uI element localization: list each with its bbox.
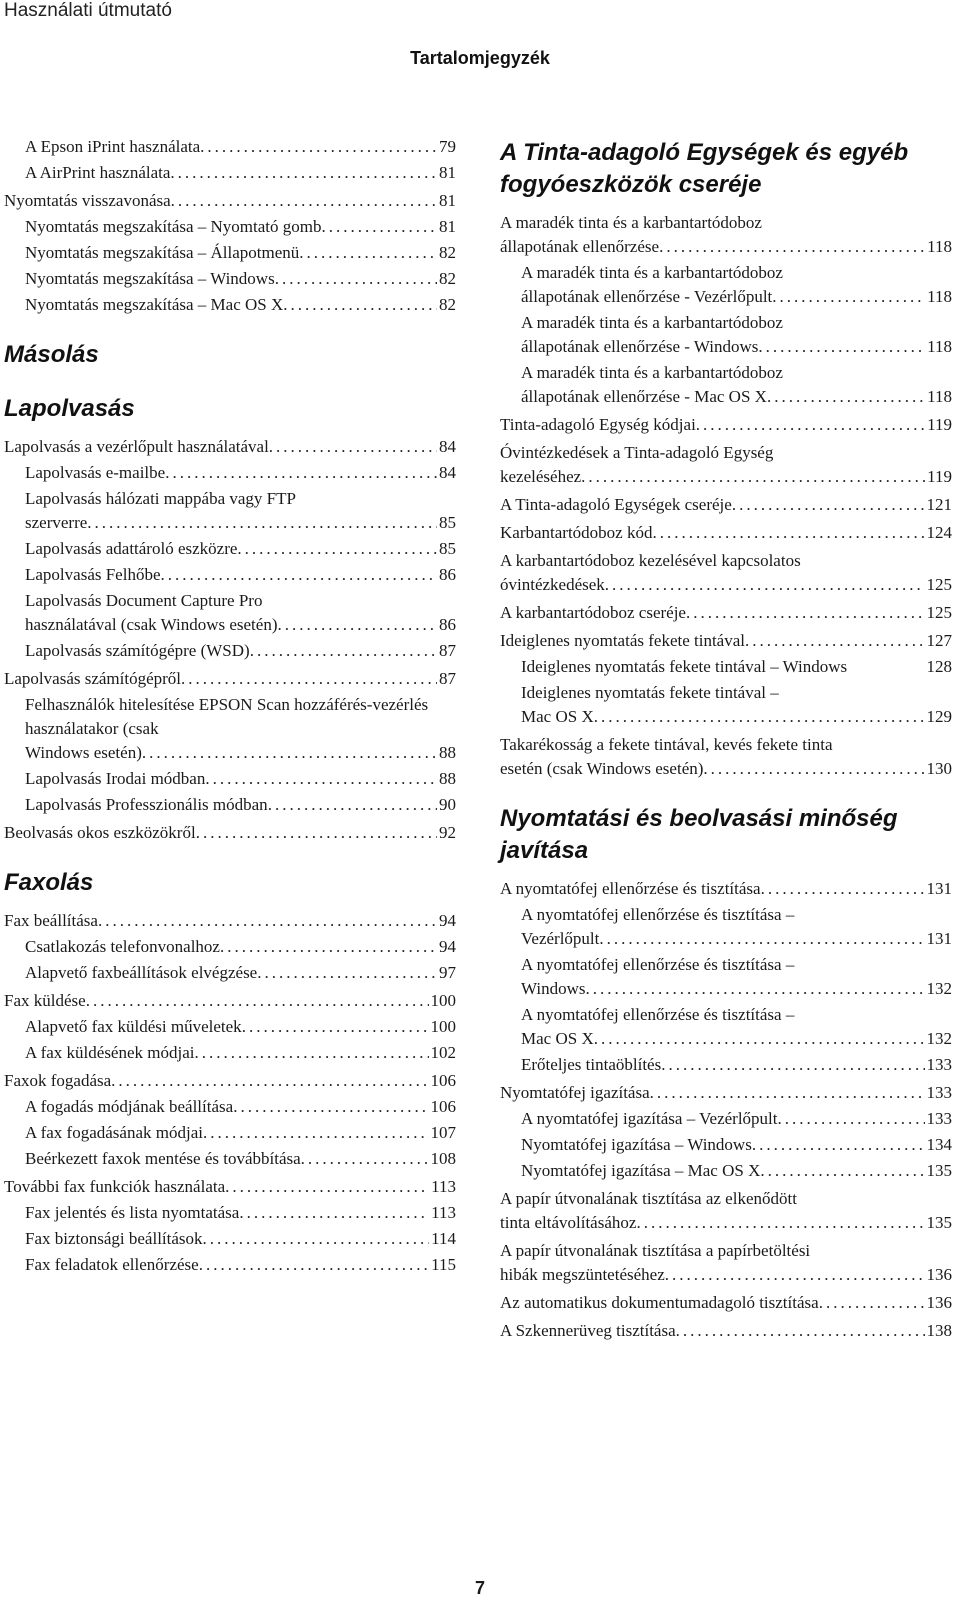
toc-entry[interactable]: [4, 241, 456, 265]
toc-page-number: 133: [926, 1055, 952, 1074]
toc-entry-title: Nyomtatófej igazítása – Windows: [521, 1135, 752, 1154]
dot-leader: [761, 877, 925, 901]
toc-entry[interactable]: [4, 1253, 456, 1277]
toc-page-number: 94: [439, 937, 456, 956]
dot-leader: [581, 465, 925, 489]
toc-page-number: 82: [439, 269, 456, 288]
toc-entry-title: Lapolvasás Felhőbe: [25, 565, 161, 584]
dot-leader: [237, 537, 437, 561]
toc-entry-title: Ideiglenes nyomtatás fekete tintával: [500, 631, 745, 650]
toc-page-number: 85: [439, 539, 456, 558]
toc-entry[interactable]: [4, 293, 456, 317]
toc-page-number: 113: [431, 1177, 456, 1196]
toc-page-number: 88: [439, 769, 456, 788]
dot-leader: [278, 613, 438, 637]
toc-entry-title: állapotának ellenőrzése - Vezérlőpult: [521, 287, 773, 306]
toc-page-number: 86: [439, 615, 456, 634]
toc-entry[interactable]: [500, 733, 952, 781]
toc-entry-title: szerverre: [25, 513, 88, 532]
toc-page-number: 132: [926, 1029, 952, 1048]
toc-entry[interactable]: [500, 413, 952, 437]
toc-entry-title: Nyomtatás megszakítása – Mac OS X: [25, 295, 284, 314]
toc-entry-title: A karbantartódoboz cseréje: [500, 603, 686, 622]
toc-page-number: 84: [439, 437, 456, 456]
toc-entry[interactable]: [4, 667, 456, 691]
dot-leader: [86, 989, 429, 1013]
toc-entry-title: Nyomtatás megszakítása – Állapotmenü: [25, 243, 300, 262]
dot-leader: [599, 927, 924, 951]
toc-entry-title: Mac OS X: [521, 1029, 594, 1048]
toc-page-number: 85: [439, 513, 456, 532]
toc-entry-title: Vezérlőpult: [521, 929, 600, 948]
toc-page-number: 132: [926, 979, 952, 998]
toc-entry-title: Faxok fogadása: [4, 1071, 112, 1090]
toc-entry-title: kezeléséhez: [500, 467, 582, 486]
toc-entry[interactable]: [4, 267, 456, 291]
toc-entry-title: Beérkezett faxok mentése és továbbítása: [25, 1149, 301, 1168]
toc-page-number: 125: [926, 603, 952, 622]
toc-entry-title-line: A maradék tinta és a karbantartódoboz: [521, 263, 783, 282]
toc-page-number: 115: [431, 1255, 456, 1274]
toc-entry-title: Fax jelentés és lista nyomtatása: [25, 1203, 240, 1222]
toc-entry[interactable]: [4, 189, 456, 213]
toc-entry[interactable]: [4, 639, 456, 663]
toc-page-number: 118: [927, 387, 952, 406]
section-heading-faxolas: Faxolás: [4, 869, 94, 896]
dot-leader: [676, 1319, 925, 1343]
toc-entry-title: Nyomtatófej igazítása: [500, 1083, 650, 1102]
toc-entry[interactable]: [500, 629, 952, 653]
toc-page-number: 100: [430, 991, 456, 1010]
toc-entry-title: Fax biztonsági beállítások: [25, 1229, 203, 1248]
toc-entry-title: Nyomtatás megszakítása – Nyomtató gomb: [25, 217, 322, 236]
toc-entry[interactable]: [4, 961, 456, 985]
toc-page-number: 107: [430, 1123, 456, 1142]
toc-entry[interactable]: [4, 1201, 456, 1225]
dot-leader: [268, 793, 437, 817]
toc-page-number: 102: [430, 1043, 456, 1062]
toc-page-number: 121: [926, 495, 952, 514]
toc-entry[interactable]: [500, 1239, 952, 1287]
toc-entry-title: óvintézkedések: [500, 575, 605, 594]
dot-leader: [767, 385, 925, 409]
toc-entry-title: Ideiglenes nyomtatás fekete tintával – Windows: [521, 657, 848, 676]
toc-page-number: 125: [926, 575, 952, 594]
toc-entry[interactable]: [4, 793, 456, 817]
dot-leader: [98, 909, 437, 933]
dot-leader: [269, 435, 437, 459]
toc-entry-title-line: A nyomtatófej ellenőrzése és tisztítása –: [521, 1005, 795, 1024]
toc-entry-title: Lapolvasás e-mailbe: [25, 463, 166, 482]
toc-left-column: [4, 137, 456, 1281]
toc-entry-title: állapotának ellenőrzése - Mac OS X: [521, 387, 767, 406]
toc-entry[interactable]: [4, 589, 456, 637]
toc-page-number: 113: [431, 1203, 456, 1222]
toc-page-number: 106: [430, 1071, 456, 1090]
toc-entry-title: hibák megszüntetéséhez: [500, 1265, 665, 1284]
toc-entry[interactable]: [500, 1159, 952, 1183]
toc-entry[interactable]: [4, 1175, 456, 1199]
toc-page-number: 127: [926, 631, 952, 650]
toc-page-number: 81: [439, 163, 456, 182]
toc-entry[interactable]: [500, 1053, 952, 1077]
toc-page-number: 118: [927, 337, 952, 356]
toc-page-number: 88: [439, 743, 456, 762]
toc-entry-title-line: Felhasználók hitelesítése EPSON Scan hozzáférés-vezérlés használatakor (csak: [25, 695, 429, 738]
toc-entry[interactable]: [500, 1133, 952, 1157]
toc-entry-title: Lapolvasás Professzionális módban: [25, 795, 268, 814]
section-heading-nyomtatasi-es-beolvasasi-minoseg-javitasa: Nyomtatási és beolvasási minőség javítása: [500, 805, 898, 864]
toc-page-number: 82: [439, 243, 456, 262]
dot-leader: [752, 1133, 925, 1157]
toc-entry-title: A nyomtatófej igazítása – Vezérlőpult: [521, 1109, 778, 1128]
toc-entry[interactable]: [4, 821, 456, 845]
page-number: 7: [474, 1578, 485, 1598]
toc-entry-title-line: Takarékosság a fekete tintával, kevés fekete tinta: [500, 735, 833, 754]
toc-entry[interactable]: [500, 311, 952, 359]
section-heading-masolas: Másolás: [4, 341, 99, 368]
toc-entry-title: Lapolvasás adattároló eszközre: [25, 539, 238, 558]
toc-entry-title: esetén (csak Windows esetén): [500, 759, 704, 778]
toc-entry-title: Lapolvasás számítógépről: [4, 669, 182, 688]
toc-page-number: 82: [439, 295, 456, 314]
toc-entry-title-line: Ideiglenes nyomtatás fekete tintával –: [521, 683, 779, 702]
dot-leader: [170, 161, 437, 185]
dot-leader: [242, 1015, 429, 1039]
toc-entry-title: Karbantartódoboz kód: [500, 523, 653, 542]
dot-leader: [772, 285, 925, 309]
toc-entry-title-line: A nyomtatófej ellenőrzése és tisztítása –: [521, 905, 795, 924]
toc-entry-title: Alapvető faxbeállítások elvégzése: [25, 963, 258, 982]
dot-leader: [283, 293, 437, 317]
toc-entry-title: Fax beállítása: [4, 911, 98, 930]
toc-entry[interactable]: [4, 487, 456, 535]
dot-leader: [703, 757, 924, 781]
toc-entry-title: Lapolvasás Irodai módban: [25, 769, 206, 788]
toc-entry[interactable]: [4, 1069, 456, 1093]
toc-entry[interactable]: [4, 135, 456, 159]
toc-entry[interactable]: [4, 1015, 456, 1039]
toc-page-number: 118: [927, 237, 952, 256]
toc-right-column: [500, 137, 952, 1347]
toc-page-number: 135: [926, 1161, 952, 1180]
dot-leader: [203, 1121, 429, 1145]
toc-page-number: 136: [926, 1265, 952, 1284]
toc-entry[interactable]: [4, 1041, 456, 1065]
toc-entry[interactable]: [500, 601, 952, 625]
toc-entry-title: Beolvasás okos eszközökről: [4, 823, 196, 842]
toc-entry-title: Lapolvasás számítógépre (WSD): [25, 641, 250, 660]
toc-entry-title: Nyomtatófej igazítása – Mac OS X: [521, 1161, 761, 1180]
toc-page-number: 118: [927, 287, 952, 306]
section-heading-lapolvasas: Lapolvasás: [4, 395, 135, 422]
toc-entry-title: Fax küldése: [4, 991, 86, 1010]
dot-leader: [239, 1201, 429, 1225]
toc-entry-title: állapotának ellenőrzése - Windows: [521, 337, 759, 356]
dot-leader: [196, 821, 437, 845]
toc-page-number: 119: [927, 415, 952, 434]
toc-entry[interactable]: [500, 493, 952, 517]
toc-entry[interactable]: [4, 1227, 456, 1251]
toc-entry[interactable]: [500, 549, 952, 597]
toc-entry[interactable]: [500, 655, 952, 679]
toc-entry[interactable]: [4, 767, 456, 791]
toc-page-number: 135: [926, 1213, 952, 1232]
toc-page-number: 87: [439, 669, 456, 688]
toc-entry-title-line: Óvintézkedések a Tinta-adagoló Egység: [500, 443, 774, 462]
dot-leader: [659, 235, 925, 259]
toc-entry-title: állapotának ellenőrzése: [500, 237, 660, 256]
toc-page-number: 90: [439, 795, 456, 814]
toc-entry-title: Mac OS X: [521, 707, 594, 726]
toc-entry-title: A Szkennerüveg tisztítása: [500, 1321, 676, 1340]
dot-leader: [322, 215, 438, 239]
dot-leader: [585, 977, 924, 1001]
toc-entry[interactable]: [4, 1147, 456, 1171]
dot-leader: [250, 639, 437, 663]
toc-page-number: 100: [430, 1017, 456, 1036]
dot-leader: [758, 335, 925, 359]
dot-leader: [661, 1053, 924, 1077]
dot-leader: [257, 961, 437, 985]
toc-entry-title: Tinta-adagoló Egység kódjai: [500, 415, 696, 434]
toc-entry[interactable]: [4, 563, 456, 587]
dot-leader: [745, 629, 925, 653]
toc-page-number: 128: [926, 657, 952, 676]
dot-leader: [605, 573, 925, 597]
dot-leader: [301, 1147, 429, 1171]
dot-leader: [142, 741, 437, 765]
toc-page-number: 86: [439, 565, 456, 584]
dot-leader: [161, 563, 438, 587]
toc-page-number: 138: [926, 1321, 952, 1340]
toc-entry[interactable]: [500, 681, 952, 729]
toc-entry[interactable]: [500, 1291, 952, 1315]
toc-entry-title-line: A maradék tinta és a karbantartódoboz: [521, 363, 783, 382]
toc-entry[interactable]: [500, 1107, 952, 1131]
toc-entry-title: tinta eltávolításához: [500, 1213, 637, 1232]
toc-entry-title: A nyomtatófej ellenőrzése és tisztítása: [500, 879, 761, 898]
toc-page-number: 114: [431, 1229, 456, 1248]
toc-entry-title: A AirPrint használata: [25, 163, 171, 182]
toc-entry[interactable]: [4, 989, 456, 1013]
toc-entry-title: Windows esetén): [25, 743, 142, 762]
toc-entry-title: A fogadás módjának beállítása: [25, 1097, 234, 1116]
toc-entry[interactable]: [500, 211, 952, 259]
toc-entry-title-line: A papír útvonalának tisztítása az elkenődött: [500, 1189, 797, 1208]
toc-entry-title: A Epson iPrint használata: [25, 137, 201, 156]
dot-leader: [636, 1211, 924, 1235]
dot-leader: [732, 493, 925, 517]
toc-entry[interactable]: [500, 521, 952, 545]
toc-entry[interactable]: [4, 161, 456, 185]
toc-entry-title: Alapvető fax küldési műveletek: [25, 1017, 242, 1036]
dot-leader: [220, 935, 437, 959]
toc-entry-title-line: Lapolvasás hálózati mappába vagy FTP: [25, 489, 296, 508]
toc-page-number: 136: [926, 1293, 952, 1312]
toc-entry[interactable]: [4, 909, 456, 933]
toc-entry[interactable]: [4, 693, 456, 765]
dot-leader: [203, 1227, 430, 1251]
dot-leader: [205, 767, 437, 791]
dot-leader: [171, 189, 437, 213]
toc-entry-title: Erőteljes tintaöblítés: [521, 1055, 662, 1074]
toc-page-number: 131: [926, 879, 952, 898]
toc-entry-title-line: A nyomtatófej ellenőrzése és tisztítása –: [521, 955, 795, 974]
document-name: Használati útmutató: [4, 0, 172, 21]
toc-entry[interactable]: [500, 361, 952, 409]
toc-entry[interactable]: [4, 435, 456, 459]
toc-page-number: 124: [926, 523, 952, 542]
toc-entry-title: Nyomtatás megszakítása – Windows: [25, 269, 275, 288]
toc-entry[interactable]: [4, 537, 456, 561]
toc-page-number: 106: [430, 1097, 456, 1116]
toc-entry-title-line: A papír útvonalának tisztítása a papírbetöltési: [500, 1241, 811, 1260]
toc-entry-title: További fax funkciók használata: [4, 1177, 226, 1196]
toc-entry[interactable]: [500, 1081, 952, 1105]
toc-entry[interactable]: [500, 441, 952, 489]
dot-leader: [594, 705, 925, 729]
dot-leader: [760, 1159, 924, 1183]
dot-leader: [778, 1107, 925, 1131]
dot-leader: [665, 1263, 925, 1287]
toc-entry-title: Windows: [521, 979, 586, 998]
toc-page-number: 108: [430, 1149, 456, 1168]
toc-entry-title: Csatlakozás telefonvonalhoz: [25, 937, 220, 956]
dot-leader: [594, 1027, 925, 1051]
toc-entry[interactable]: [4, 1121, 456, 1145]
toc-entry-title: A fax fogadásának módjai: [25, 1123, 203, 1142]
toc-entry[interactable]: [500, 877, 952, 901]
toc-entry[interactable]: [500, 1003, 952, 1051]
toc-entry-title: Nyomtatás visszavonása: [4, 191, 171, 210]
toc-entry[interactable]: [4, 935, 456, 959]
dot-leader: [650, 1081, 925, 1105]
dot-leader: [87, 511, 437, 535]
toc-entry[interactable]: [500, 903, 952, 951]
toc-page-number: 131: [926, 929, 952, 948]
toc-entry[interactable]: [4, 215, 456, 239]
toc-page-number: 134: [926, 1135, 952, 1154]
section-heading-a-tinta-adagolo-egysegek-es-egyeb-fogyoeszkozok-csereje: A Tinta-adagoló Egységek és egyéb fogyóeszközök cseréje: [500, 139, 909, 198]
toc-entry-title: Lapolvasás a vezérlőpult használatával: [4, 437, 269, 456]
toc-page-number: 87: [439, 641, 456, 660]
toc-entry-title: A Tinta-adagoló Egységek cseréje: [500, 495, 732, 514]
dot-leader: [165, 461, 437, 485]
toc-entry[interactable]: [4, 1095, 456, 1119]
dot-leader: [652, 521, 924, 545]
toc-entry-title-line: A karbantartódoboz kezelésével kapcsolatos: [500, 551, 801, 570]
toc-entry-title: használatával (csak Windows esetén): [25, 615, 278, 634]
toc-entry[interactable]: [4, 461, 456, 485]
dot-leader: [696, 413, 925, 437]
toc-page-number: 133: [926, 1109, 952, 1128]
toc-page-number: 79: [439, 137, 456, 156]
toc-entry-title: Fax feladatok ellenőrzése: [25, 1255, 199, 1274]
dot-leader: [199, 1253, 429, 1277]
toc-entry-title-line: Lapolvasás Document Capture Pro: [25, 591, 263, 610]
toc-entry[interactable]: [500, 261, 952, 309]
dot-leader: [819, 1291, 925, 1315]
dot-leader: [181, 667, 437, 691]
toc-entry[interactable]: [500, 1319, 952, 1343]
toc-page-number: 130: [926, 759, 952, 778]
toc-entry-title: Az automatikus dokumentumadagoló tisztítása: [500, 1293, 819, 1312]
dot-leader: [111, 1069, 428, 1093]
dot-leader: [299, 241, 437, 265]
toc-entry-title-line: A maradék tinta és a karbantartódoboz: [500, 213, 762, 232]
toc-page-number: 129: [926, 707, 952, 726]
dot-leader: [233, 1095, 428, 1119]
dot-leader: [225, 1175, 429, 1199]
toc-page-number: 81: [439, 191, 456, 210]
toc-entry[interactable]: [500, 1187, 952, 1235]
toc-page-number: 94: [439, 911, 456, 930]
toc-page-number: 92: [439, 823, 456, 842]
dot-leader: [686, 601, 925, 625]
toc-entry-title: A fax küldésének módjai: [25, 1043, 195, 1062]
dot-leader: [275, 267, 437, 291]
toc-page-number: 84: [439, 463, 456, 482]
toc-entry[interactable]: [500, 953, 952, 1001]
toc-entry-title-line: A maradék tinta és a karbantartódoboz: [521, 313, 783, 332]
dot-leader: [195, 1041, 429, 1065]
toc-page-number: 119: [927, 467, 952, 486]
toc-page-number: 81: [439, 217, 456, 236]
dot-leader: [200, 135, 437, 159]
toc-page-number: 133: [926, 1083, 952, 1102]
page-title: Tartalomjegyzék: [410, 48, 550, 68]
toc-page-number: 97: [439, 963, 456, 982]
